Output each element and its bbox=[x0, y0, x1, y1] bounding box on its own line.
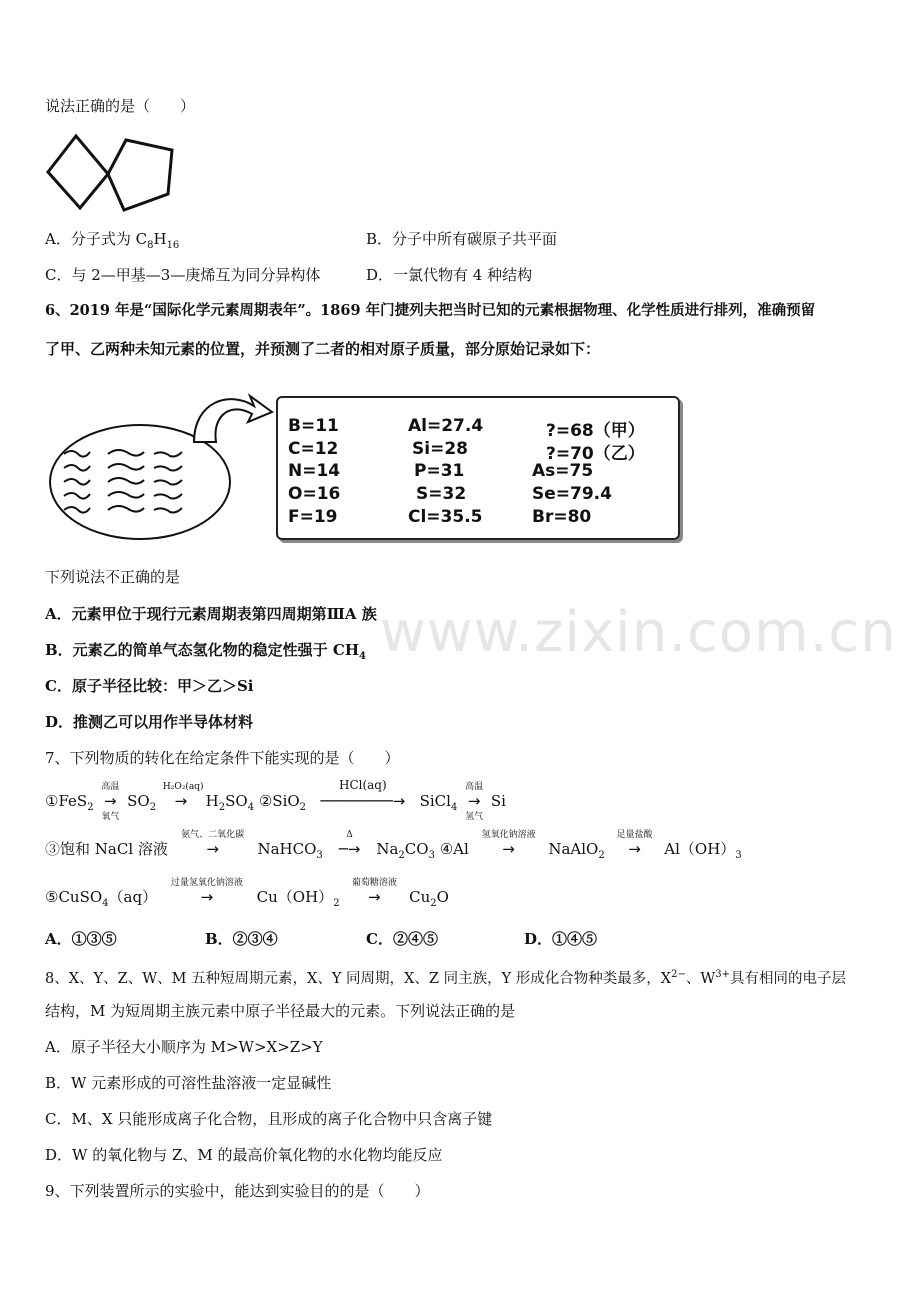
q7-option-c: C．②④⑤ bbox=[366, 930, 438, 948]
q7-reaction-row-2: ③饱和 NaCl 溶液 氨气、二氧化碳 → NaHCO$_3$ Δ ─→ $Na_2CO_3$ ④Al 氢氧化钠溶液 → NaAlO$_2$ 足量盐酸 → $Al(OH)_3$ bbox=[45, 830, 742, 861]
table-cell: B=11 bbox=[288, 416, 339, 436]
table-cell: ?=70（乙） bbox=[546, 444, 645, 464]
table-cell: Al=27.4 bbox=[408, 416, 484, 436]
q6-option-a: A．元素甲位于现行元素周期表第四周期第ⅢA 族 bbox=[45, 605, 377, 623]
table-cell: Se=79.4 bbox=[532, 484, 612, 504]
q5-option-d: D．一氯代物有 4 种结构 bbox=[366, 266, 533, 284]
q7-option-d: D．①④⑤ bbox=[524, 930, 598, 948]
table-cell: Si=28 bbox=[412, 439, 468, 459]
table-cell: C=12 bbox=[288, 439, 339, 459]
q7-stem: 7、下列物质的转化在给定条件下能实现的是（ ） bbox=[45, 749, 400, 767]
q8-option-b: B．W 元素形成的可溶性盐溶液一定显碱性 bbox=[45, 1074, 332, 1092]
table-cell: Br=80 bbox=[532, 507, 592, 527]
q6-option-d: D．推测乙可以用作半导体材料 bbox=[45, 713, 254, 731]
table-cell: P=31 bbox=[414, 461, 465, 481]
q7-reaction-row-1: ①FeS$_2$ 高温 → 氧气 $SO_2$ H₂O₂(aq) → $H_2SO_4$ ②SiO$_2$ HCl(aq) ────────→ SiCl$_4$ 高温 → 氢气 Si bbox=[45, 778, 506, 822]
q5-option-a: A．分子式为 $C_8H_{16}$ bbox=[45, 230, 180, 251]
table-cell: As=75 bbox=[532, 461, 594, 481]
q8-line1: 8、X、Y、Z、W、M 五种短周期元素，X、Y 同周期，X、Z 同主族，Y 形成化合物种类最多，$X^{2-}$、$W^{3+}$具有相同的电子层 bbox=[45, 969, 846, 987]
watermark: www.zixin.com.cn bbox=[380, 600, 897, 665]
q9-stem: 9、下列装置所示的实验中，能达到实验目的的是（ ） bbox=[45, 1182, 430, 1200]
q6-prompt: 下列说法不正确的是 bbox=[45, 568, 181, 586]
q5-option-b: B．分子中所有碳原子共平面 bbox=[366, 230, 558, 248]
spiro-structure-diagram bbox=[44, 130, 178, 214]
q7-option-b: B．②③④ bbox=[205, 930, 278, 948]
q6-line1: 6、2019 年是“国际化学元素周期表年”。1869 年门捷列夫把当时已知的元素根据物理、化学性质进行排列，准确预留 bbox=[45, 302, 816, 319]
q6-line2: 了甲、乙两种未知元素的位置，并预测了二者的相对原子质量，部分原始记录如下： bbox=[45, 340, 601, 358]
q7-option-a: A．①③⑤ bbox=[45, 930, 117, 948]
q8-option-c: C．M、X 只能形成离子化合物，且形成的离子化合物中只含离子键 bbox=[45, 1110, 493, 1128]
periodic-record-table bbox=[276, 396, 680, 540]
q8-line2: 结构，M 为短周期主族元素中原子半径最大的元素。下列说法正确的是 bbox=[45, 1002, 516, 1020]
q7-reaction-row-3: ⑤CuSO$_4$（aq） 过量氢氧化钠溶液 → $Cu(OH)_2$ 葡萄糖溶液 → $Cu_2O$ bbox=[45, 878, 449, 909]
table-cell: N=14 bbox=[288, 461, 341, 481]
q6-option-c: C．原子半径比较：甲＞乙＞Si bbox=[45, 677, 254, 695]
table-cell: S=32 bbox=[416, 484, 467, 504]
table-cell: F=19 bbox=[288, 507, 338, 527]
q5-option-c: C．与 2—甲基—3—庚烯互为同分异构体 bbox=[45, 266, 321, 284]
table-cell: O=16 bbox=[288, 484, 341, 504]
handwritten-notes-image bbox=[44, 382, 284, 542]
q8-option-a: A．原子半径大小顺序为 M>W>X>Z>Y bbox=[45, 1038, 323, 1056]
table-cell: Cl=35.5 bbox=[408, 507, 483, 527]
q8-option-d: D．W 的氧化物与 Z、M 的最高价氧化物的水化物均能反应 bbox=[45, 1146, 443, 1164]
q5-stem: 说法正确的是（ ） bbox=[45, 97, 196, 115]
q6-option-b: B．元素乙的简单气态氢化物的稳定性强于 $CH_4$ bbox=[45, 641, 366, 662]
table-cell: ?=68（甲） bbox=[546, 421, 645, 441]
